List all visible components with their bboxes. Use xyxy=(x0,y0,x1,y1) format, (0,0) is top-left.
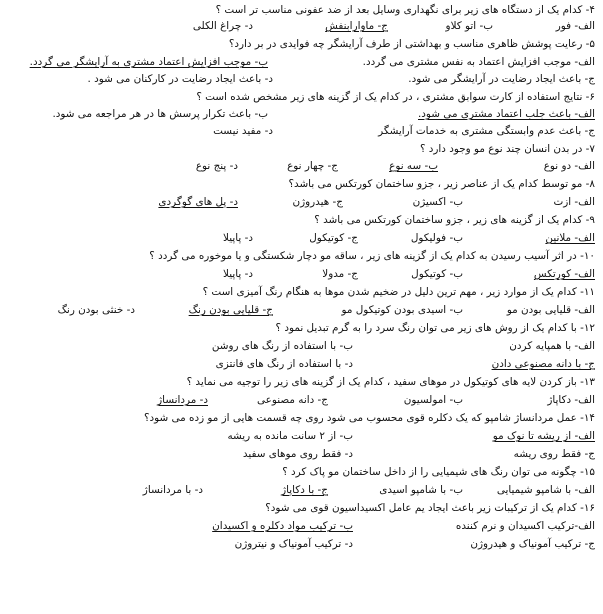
q14-option-c: ج- فقط روی ریشه xyxy=(513,448,595,460)
question-16: ۱۶- کدام یک از ترکیبات زیر باعث ایجاد یم عامل اکسیداسیون قوی می شود؟ xyxy=(265,502,595,514)
q11-option-c: ج- قلیایی بودن رنگ xyxy=(188,304,273,316)
q12-option-c: ج- با دانه مصنوعی دادن xyxy=(491,358,595,370)
q6-option-b: ب- باعث تکرار پرسش ها در هر مراجعه می شود. xyxy=(52,108,268,120)
q16-option-a: الف-ترکیب اکسیدان و نرم کننده xyxy=(455,520,595,532)
q15-option-a: الف- با شامپو شیمیایی xyxy=(496,484,595,496)
question-13: ۱۳- باز کردن لایه های کوتیکول در موهای سفید ، کدام یک از گزینه های زیر را توجیه می نماید ؟ xyxy=(186,376,595,388)
q5-option-d: د- باعث ایجاد رضایت در کارکنان می شود . xyxy=(87,73,273,85)
q16-option-c: ج- ترکیب آمونیاک و هیدروژن xyxy=(470,538,595,550)
q10-option-c: ج- مدولا xyxy=(322,268,358,280)
question-14: ۱۴- عمل مردانساژ شامپو که یک دکلره قوی محسوب می شود روی چه قسمت هایی از مو زده می شود؟ xyxy=(143,412,595,424)
q12-option-d: د- با استفاده از رنگ های فانتزی xyxy=(215,358,353,370)
q4-option-a: الف- فور xyxy=(555,20,595,32)
q7-option-c: ج- چهار نوع xyxy=(287,160,338,172)
question-4: ۴- کدام یک از دستگاه های زیر برای نگهداری وسایل بعد از ضد عفونی مناسب تر است ؟ xyxy=(215,4,595,16)
q4-option-c: ج- ماوارابنفش xyxy=(325,20,388,32)
q8-option-a: الف- ازت xyxy=(553,196,595,208)
q6-option-a: الف- باعث جلب اعتماد مشتری می شود. xyxy=(418,108,595,120)
question-9: ۹- کدام یک از گزینه های زیر ، جزو ساختمان کورتکس می باشد ؟ xyxy=(314,214,595,226)
q15-option-c: ج- با دکاپاژ xyxy=(281,484,328,496)
q13-option-a: الف- دکاپاژ xyxy=(547,394,595,406)
question-6: ۶- نتایج استفاده از کارت سوابق مشتری ، در کدام یک از گزینه های زیر مشخص شده است ؟ xyxy=(196,91,595,103)
q5-option-c: ج- باعث ایجاد رضایت در آرایشگر می شود. xyxy=(408,73,595,85)
q16-option-d: د- ترکیب آمونیاک و نیتروژن xyxy=(234,538,353,550)
q12-option-b: ب- با استفاده از رنگ های روشن xyxy=(211,340,353,352)
q7-option-b: ب- سه نوع xyxy=(389,160,438,172)
question-7: ۷- در بدن انسان چند نوع مو وجود دارد ؟ xyxy=(419,143,595,155)
q8-option-b: ب- اکسیژن xyxy=(412,196,463,208)
q14-option-d: د- فقط روی موهای سفید xyxy=(242,448,353,460)
q14-option-a: الف- از ریشه تا نوک مو xyxy=(492,430,595,442)
q10-option-a: الف- کورتکس xyxy=(533,268,595,280)
q6-option-d: د- مفید نیست xyxy=(213,125,273,137)
q13-option-d: د- مردانساژ xyxy=(157,394,208,406)
q4-option-b: ب- اتو کلاو xyxy=(445,20,493,32)
q10-option-b: ب- کوتیکول xyxy=(411,268,463,280)
q16-option-b: ب- ترکیب مواد دکلره و اکسیدان xyxy=(212,520,353,532)
q7-option-a: الف- دو نوع xyxy=(543,160,595,172)
q9-option-c: ج- کوتیکول xyxy=(309,232,358,244)
q5-option-b: ب- موجب افزایش اعتماد مشتری به آرایشگر می گردد. xyxy=(29,56,268,68)
q10-option-d: د- پاپیلا xyxy=(223,268,253,280)
q9-option-d: د- پاپیلا xyxy=(223,232,253,244)
q12-option-a: الف- با همپایه کردن xyxy=(509,340,595,352)
question-12: ۱۲- با کدام یک از روش های زیر می توان رنگ سرد را به گرم تبدیل نمود ؟ xyxy=(275,322,595,334)
q13-option-b: ب- امولسیون xyxy=(403,394,463,406)
question-8: ۸- مو توسط کدام یک از عناصر زیر ، جزو ساختمان کورتکس می باشد؟ xyxy=(288,178,595,190)
q4-option-d: د- چراغ الکلی xyxy=(192,20,253,32)
q7-option-d: د- پنج نوع xyxy=(195,160,238,172)
question-10: ۱۰- در اثر آسیب رسیدن به کدام یک از گزینه های زیر ، ساقه مو دچار شکستگی و یا موخوره می گردد ؟ xyxy=(149,250,595,262)
q11-option-a: الف- قلیایی بودن مو xyxy=(506,304,595,316)
q9-option-b: ب- فولیکول xyxy=(410,232,463,244)
q15-option-d: د- با مردانساژ xyxy=(142,484,203,496)
q8-option-d: د- پل های گوگردی xyxy=(158,196,238,208)
q9-option-a: الف- ملانین xyxy=(545,232,595,244)
q8-option-c: ج- هیدروژن xyxy=(292,196,343,208)
question-15: ۱۵- چگونه می توان رنگ های شیمیایی را از داخل ساختمان مو پاک کرد ؟ xyxy=(282,466,595,478)
q11-option-b: ب- اسیدی بودن کوتیکول مو xyxy=(341,304,463,316)
q14-option-b: ب- از ۲ سانت مانده به ریشه xyxy=(227,430,353,442)
question-11: ۱۱- کدام یک از موارد زیر ، مهم ترین دلیل در ضخیم شدن موها به هنگام رنگ آمیزی است ؟ xyxy=(202,286,595,298)
q13-option-c: ج- دانه مصنوعی xyxy=(257,394,328,406)
q15-option-b: ب- با شامپو اسیدی xyxy=(379,484,463,496)
q11-option-d: د- خنثی بودن رنگ xyxy=(57,304,135,316)
question-5: ۵- رعایت پوشش ظاهری مناسب و بهداشتی از طرف آرایشگر چه فوایدی در بر دارد؟ xyxy=(228,38,595,50)
q6-option-c: ج- باعث عدم وابستگی مشتری به خدمات آرایشگر xyxy=(378,125,595,137)
q5-option-a: الف- موجب افزایش اعتماد به نفس مشتری می گردد. xyxy=(362,56,595,68)
